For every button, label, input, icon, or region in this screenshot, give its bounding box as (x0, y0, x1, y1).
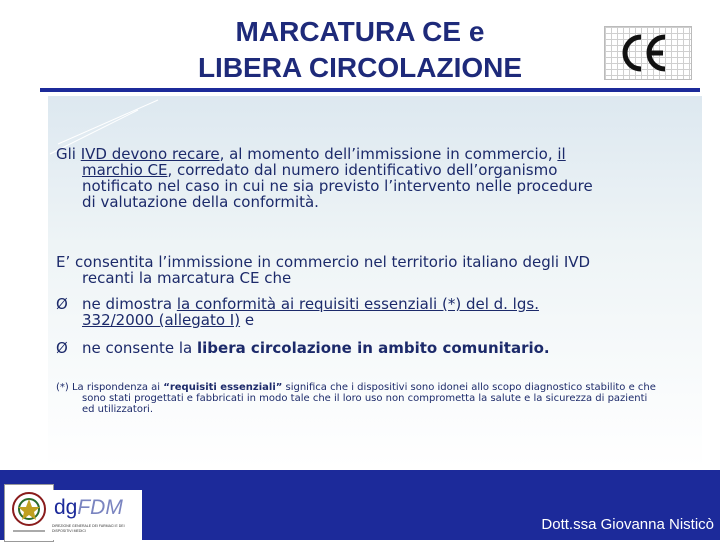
p1-text-4: il (557, 145, 566, 163)
bullet2-text (56, 340, 684, 356)
p1-text-1: Gli (56, 145, 81, 163)
p1-text-5: marchio CE (82, 161, 168, 179)
logo-subtitle: DIREZIONE GENERALE DEI FARMACI E DEI DISPOSITIVI MEDICI (52, 524, 125, 533)
p2-text-1: E’ consentita l’immissione in commercio nel territorio italiano degli IVD (56, 253, 591, 271)
p1-text-8: di valutazione della conformità. (82, 193, 319, 211)
b1-text-1: ne dimostra (82, 295, 177, 313)
fn-text-4: sono stati progettati e fabbricati in modo tale che il loro uso non comprometta la salute e la sicurezza di pazienti (82, 393, 648, 404)
paragraph-ivd-marking (56, 146, 684, 210)
title-line-1: MARCATURA CE e (235, 16, 485, 47)
p1-text-6: , corredato dal numero identificativo dell’organismo (167, 161, 558, 179)
bullet-conformity (56, 296, 684, 328)
dgfdm-logo (50, 490, 142, 540)
b1-text-4: e (240, 311, 255, 329)
bullet1-text (56, 296, 684, 328)
fn-text-5: ed utilizzatori. (82, 404, 154, 415)
title-divider (40, 88, 700, 92)
arrow-bullet-icon: Ø (56, 295, 68, 313)
p1-line-2 (56, 162, 684, 178)
bullet-circulation (56, 340, 684, 356)
arrow-bullet-icon: Ø (56, 339, 68, 357)
p1-text-7: notificato nel caso in cui ne sia previsto l’intervento nelle procedure (82, 177, 593, 195)
b2-text-1: ne consente la (82, 339, 197, 357)
fn-text-3: significa che i dispositivi sono idonei allo scopo diagnostico stabilito e che (282, 382, 656, 393)
author-name: Dott.ssa Giovanna Nisticò (541, 516, 714, 533)
fn-text-1: (*) La rispondenza ai (56, 382, 164, 393)
logo-fdm: FDM (77, 496, 123, 519)
paragraph-commerce (56, 254, 684, 286)
ce-mark-icon (605, 27, 691, 79)
title-line-2: LIBERA CIRCOLAZIONE (197, 52, 523, 83)
dgfdm-logo-text (54, 496, 123, 520)
p1-text-3: , al momento dell’immissione in commercio, (219, 145, 558, 163)
ce-mark-logo (604, 26, 692, 80)
ministry-emblem (4, 484, 54, 542)
b2-text-2: libera circolazione in ambito comunitario. (197, 339, 550, 357)
footnote (56, 382, 686, 415)
b1-text-2: la conformità ai requisiti essenziali (*) del d. lgs. (176, 295, 539, 313)
p1-text-2: IVD devono recare (80, 145, 220, 163)
b1-text-3: 332/2000 (allegato I) (82, 311, 241, 329)
logo-dg: dg (54, 496, 78, 519)
p2-text-2: recanti la marcatura CE che (82, 269, 292, 287)
emblem-icon (5, 485, 53, 541)
slide-title (140, 14, 580, 86)
fn-text-2: “requisiti essenziali” (163, 382, 283, 393)
